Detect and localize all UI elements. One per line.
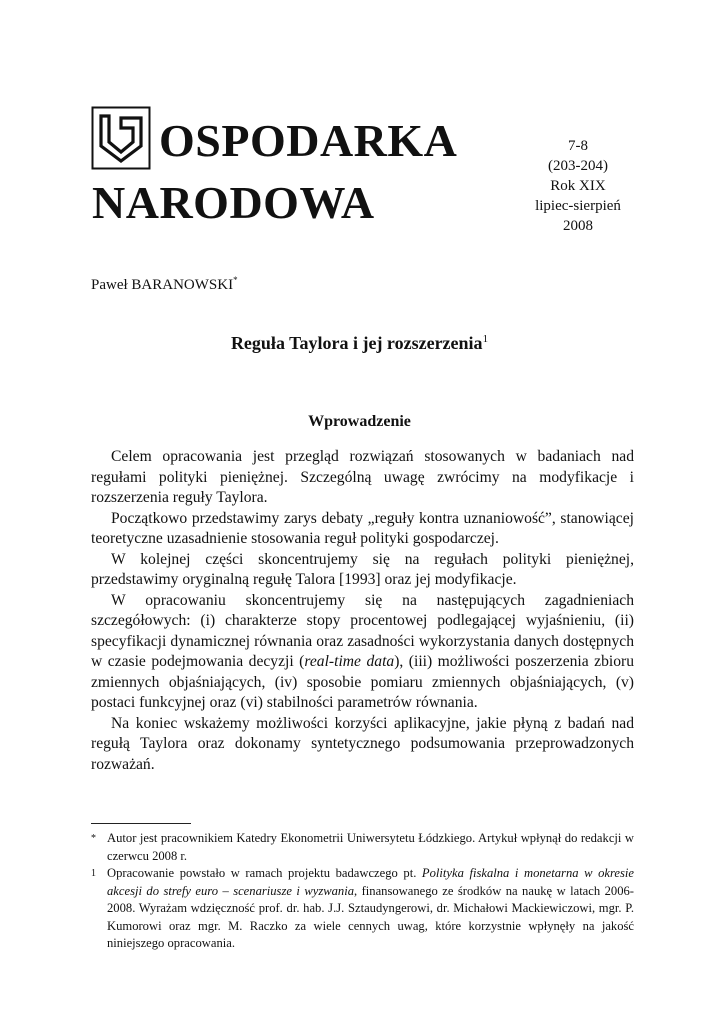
article-title (0, 327, 719, 355)
title-footnote-marker[interactable]: 1 (482, 333, 489, 345)
article-title-text: Reguła Taylora i jej rozszerzenia (230, 333, 483, 353)
footnote-author-mark: * (91, 833, 96, 844)
footnote-1-text-part-2: , finansowanego ze środków na naukę w latach 2006-2008. Wyrażam wdzięczność prof. dr. hab. J.J. Sztaudyngerowi, dr. Michałowi Mackiewiczowi, mgr. P. Kumorowi oraz mgr. M. Raczko za wiele cennych uwag, które korzystnie wpłynęły na jakość niniejszego opracowania. (107, 883, 634, 950)
paragraph-4 (91, 591, 634, 714)
issue-cumulative-number: (203-204) (548, 158, 608, 174)
paragraph-4-italic-term: real-time data (304, 653, 395, 670)
paragraph-4-part-1: W opracowaniu skoncentrujemy się na następujących zagadnieniach szczegółowych: (i) charakterze stopy procentowej podlegającej wyjaśnieniu, (ii) specyfikacji dynamicznej równania oraz zasadności wykorzystania danych dostępnych w czasie podejmowania decyzji ( (91, 591, 634, 670)
journal-title-line1: OSPODARKA (159, 115, 458, 166)
footnotes (91, 830, 634, 953)
footnote-author-text: Autor jest pracownikiem Katedry Ekonometrii Uniwersytetu Łódzkiego. Artykuł wpłynął do redakcji w czerwcu 2008 r. (107, 831, 634, 863)
footnote-1-mark: 1 (91, 868, 96, 879)
journal-logo-g (91, 106, 151, 170)
paragraph-2: Początkowo przedstawimy zarys debaty „reguły kontra uznaniowość”, stanowiącej teoretyczne uzasadnienie stosowania reguł polityki gospodarczej. (91, 509, 634, 547)
footnote-author (91, 830, 634, 865)
article-body (91, 447, 634, 775)
paragraph-5: Na koniec wskażemy możliwości korzyści aplikacyjne, jakie płyną z badań nad regułą Taylora oraz dokonamy syntetycznego podsumowania przeprowadzonych rozważań. (91, 714, 634, 773)
author-footnote-marker[interactable]: * (233, 275, 238, 285)
author-name: Paweł BARANOWSKI (91, 277, 234, 293)
issue-year-volume: Rok XIX (550, 178, 606, 194)
footnote-1-text-part-1: Opracowanie powstało w ramach projektu badawczego pt. (107, 866, 422, 880)
footnote-1 (91, 865, 634, 953)
issue-info (508, 136, 648, 236)
section-heading: Wprowadzenie (308, 413, 411, 430)
issue-number: 7-8 (568, 138, 588, 154)
issue-months: lipiec-sierpień (535, 198, 621, 214)
journal-masthead (91, 104, 491, 234)
issue-year: 2008 (563, 218, 593, 234)
paragraph-3: W kolejnej części skoncentrujemy się na regułach polityki pieniężnej, przedstawimy oryginalną regułę Talora [1993] oraz jej modyfikacje. (91, 550, 634, 588)
paragraph-4-part-2: ), (iii) możliwości poszerzenia zbioru zmiennych objaśniających, (iv) sposobie pomiaru zmiennych objaśniających, (v) postaci funkcyjnej oraz (vi) stabilności parametrów równania. (91, 653, 635, 711)
author-line (91, 270, 238, 295)
footnote-separator (91, 823, 191, 824)
paragraph-1: Celem opracowania jest przegląd rozwiązań stosowanych w badaniach nad regułami polityki pieniężnej. Szczególną uwagę zwrócimy na modyfikacje i rozszerzenia reguły Taylora. (91, 448, 634, 506)
journal-title-line2: NARODOWA (92, 177, 375, 228)
footnote-1-project-title: Polityka fiskalna i monetarna w okresie akcesji do strefy euro – scenariusze i wyzwania (107, 866, 634, 898)
